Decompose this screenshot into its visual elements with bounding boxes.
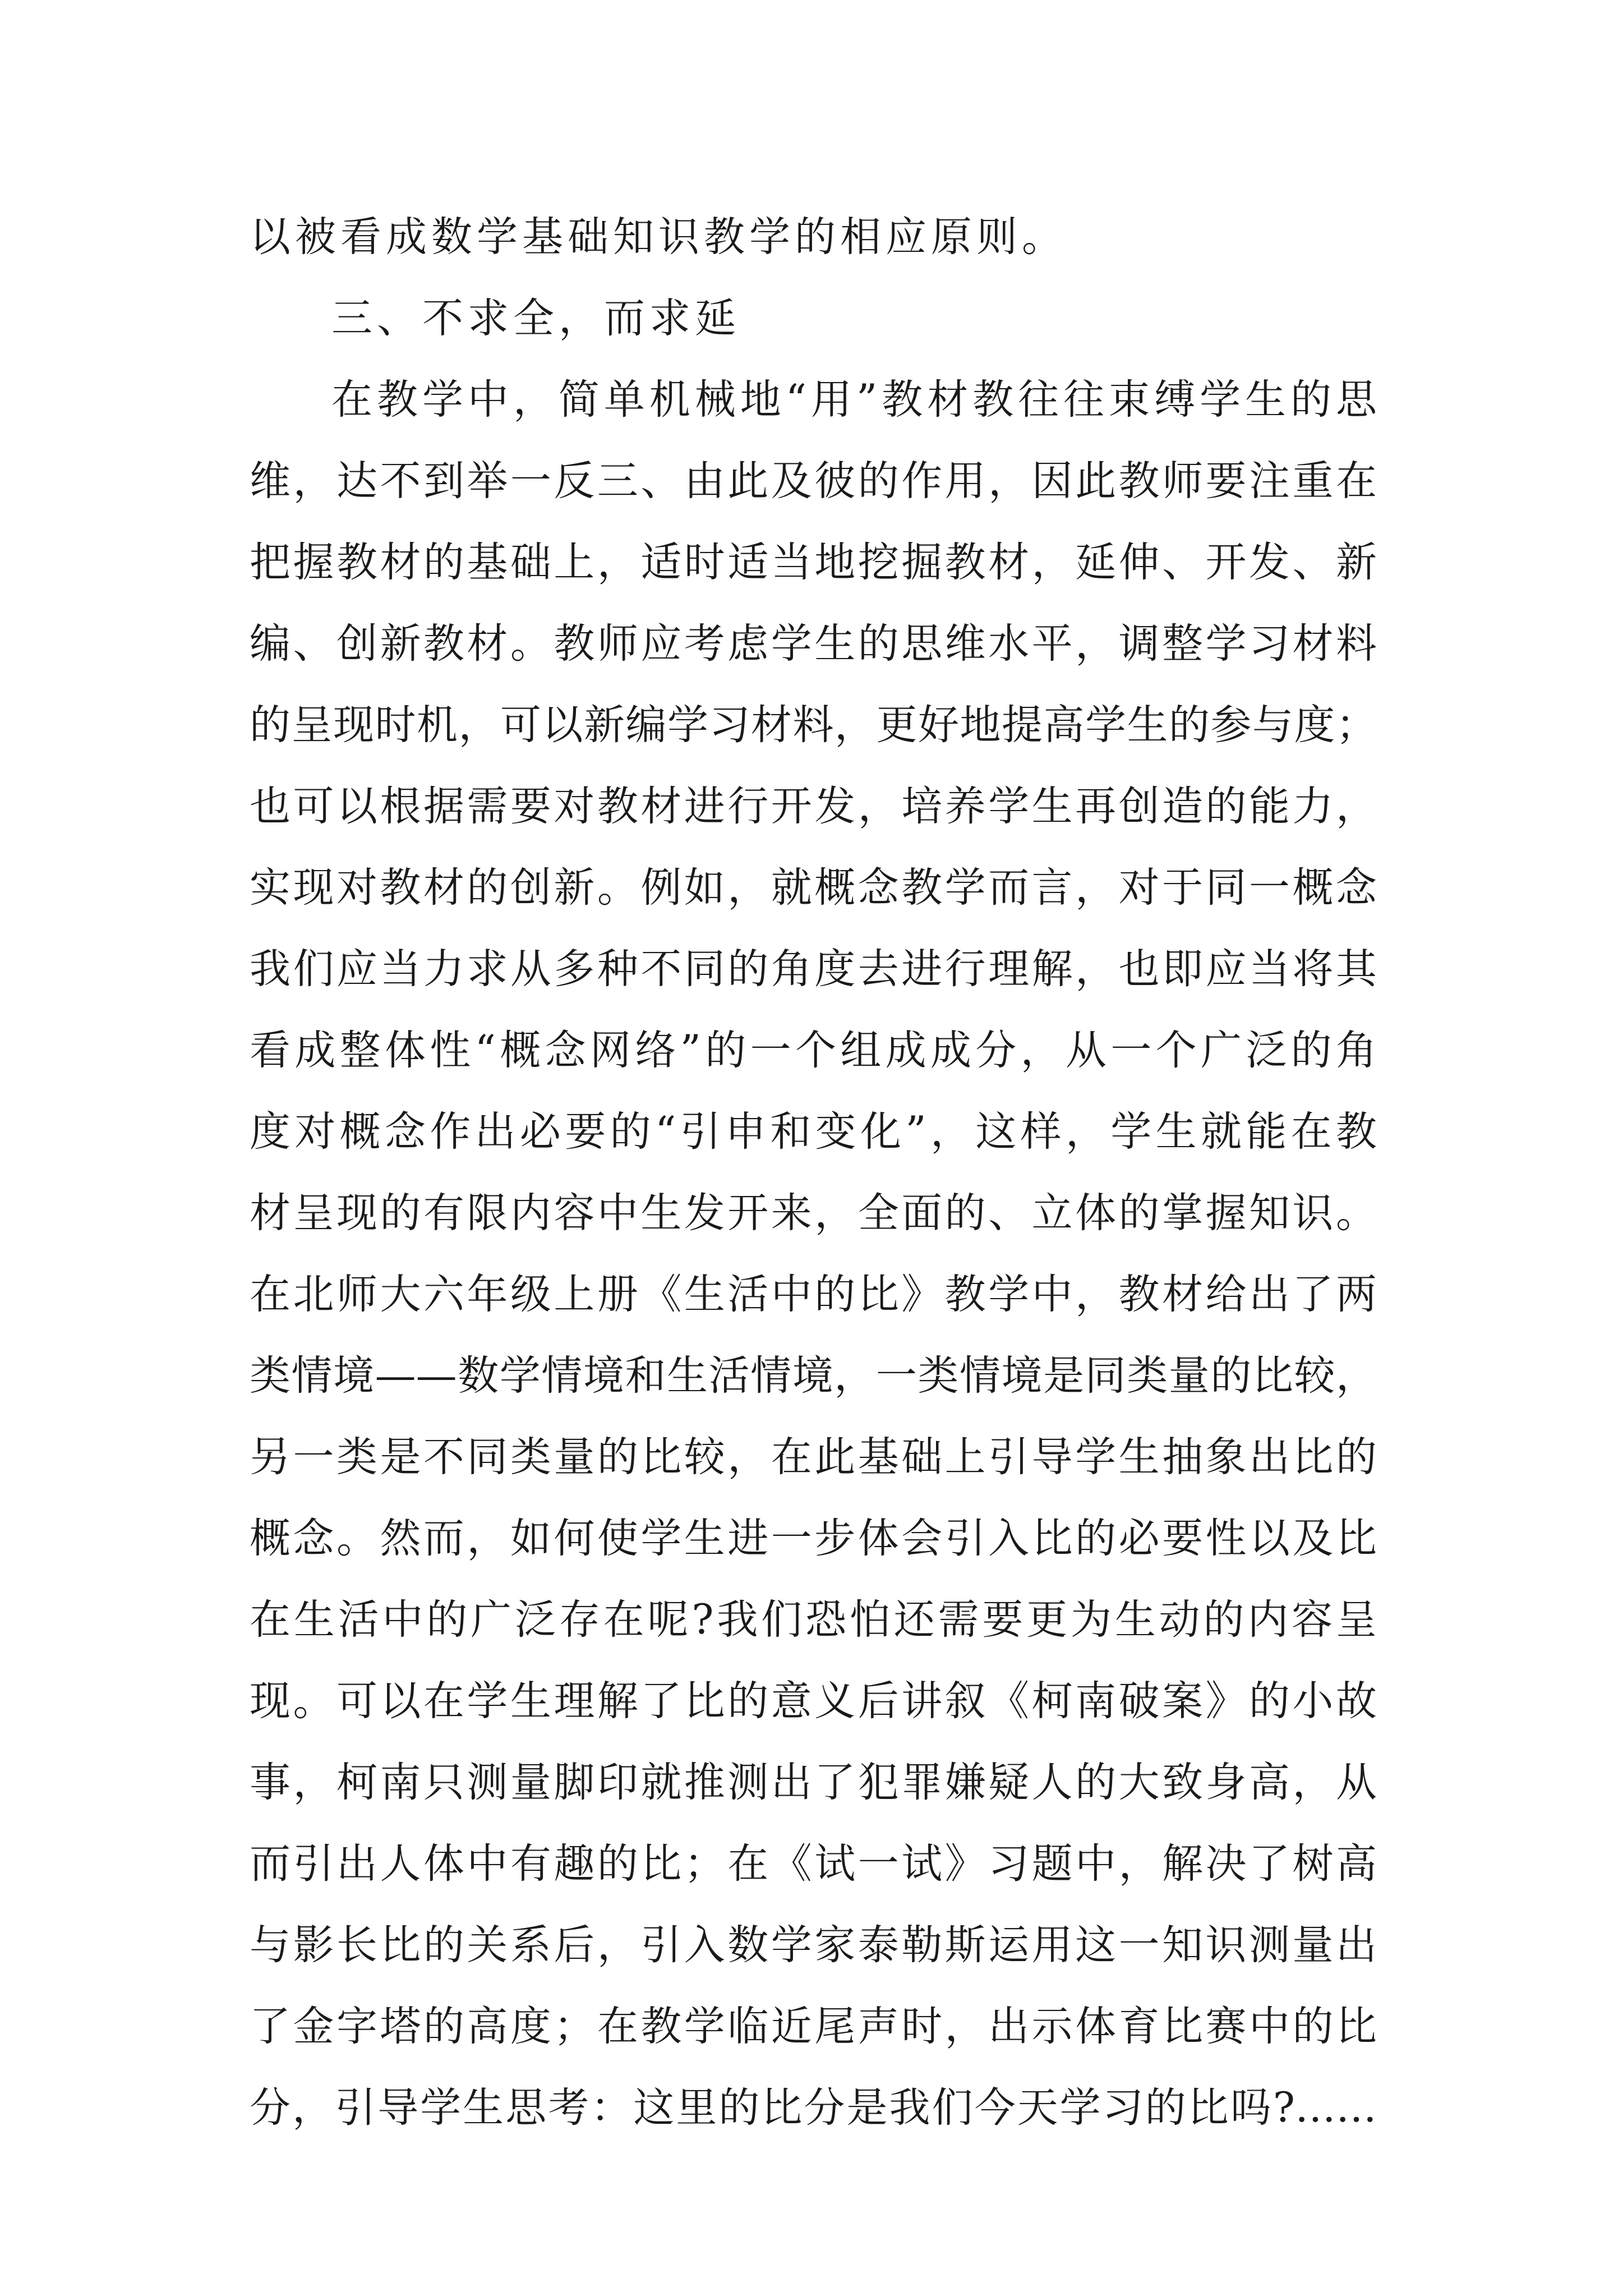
body-text [250, 196, 1377, 2148]
text-line: 分，引导学生思考：这里的比分是我们今天学习的比吗?…… [250, 2084, 1377, 2132]
text-line: 在北师大六年级上册《生活中的比》教学中，教材给出了两 [250, 1271, 1377, 1318]
text-line: 与影长比的关系后，引入数学家泰勒斯运用这一知识测量出 [250, 1921, 1377, 1969]
text-line: 了金字塔的高度；在教学临近尾声时，出示体育比赛中的比 [250, 2003, 1377, 2050]
text-line: 编、创新教材。教师应考虑学生的思维水平，调整学习材料 [250, 620, 1377, 668]
text-line: 我们应当力求从多种不同的角度去进行理解，也即应当将其 [250, 945, 1377, 993]
section-heading: 三、不求全，而求延 [331, 295, 740, 342]
text-line: 而引出人体中有趣的比；在《试一试》习题中，解决了树高 [250, 1840, 1377, 1888]
text-line: 度对概念作出必要的“引申和变化”，这样，学生就能在教 [250, 1108, 1377, 1156]
text-line: 也可以根据需要对教材进行开发，培养学生再创造的能力， [250, 783, 1377, 830]
text-line: 在生活中的广泛存在呢?我们恐怕还需要更为生动的内容呈 [250, 1596, 1377, 1644]
text-line: 看成整体性“概念网络”的一个组成成分，从一个广泛的角 [250, 1027, 1377, 1074]
text-line: 维，达不到举一反三、由此及彼的作用，因此教师要注重在 [250, 457, 1377, 505]
text-line: 概念。然而，如何使学生进一步体会引入比的必要性以及比 [250, 1515, 1377, 1562]
text-line: 的呈现时机，可以新编学习材料，更好地提高学生的参与度； [250, 701, 1377, 749]
text-line: 材呈现的有限内容中生发开来，全面的、立体的掌握知识。 [250, 1189, 1377, 1237]
text-line: 实现对教材的创新。例如，就概念教学而言，对于同一概念 [250, 864, 1377, 912]
text-line: 事，柯南只测量脚印就推测出了犯罪嫌疑人的大致身高，从 [250, 1759, 1377, 1806]
text-line: 把握教材的基础上，适时适当地挖掘教材，延伸、开发、新 [250, 539, 1377, 586]
text-line: 另一类是不同类量的比较，在此基础上引导学生抽象出比的 [250, 1433, 1377, 1481]
text-line: 类情境——数学情境和生活情境，一类情境是同类量的比较， [250, 1352, 1377, 1400]
text-line: 现。可以在学生理解了比的意义后讲叙《柯南破案》的小故 [250, 1677, 1377, 1725]
text-line: 在教学中，简单机械地“用”教材教往往束缚学生的思 [331, 376, 1377, 424]
text-line: 以被看成数学基础知识教学的相应原则。 [250, 213, 1067, 261]
